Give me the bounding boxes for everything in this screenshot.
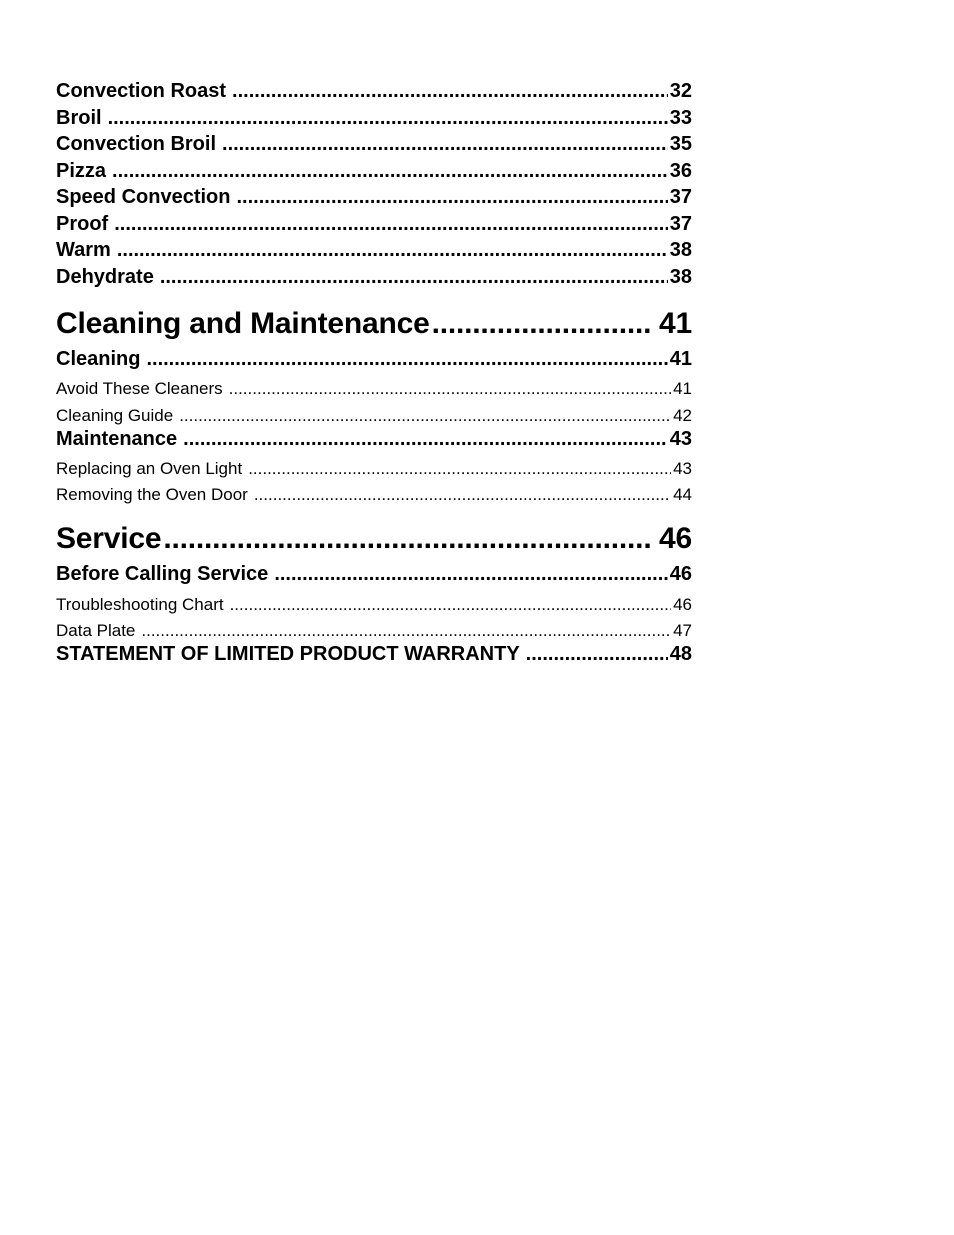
toc-entry-label: Convection Broil <box>56 133 217 155</box>
toc-entry-page: 43 <box>669 428 692 450</box>
toc-entry-page: 41 <box>669 348 692 370</box>
dot-leader <box>254 484 671 506</box>
toc-entry-page: 38 <box>669 266 692 288</box>
toc-entry-label: Convection Roast <box>56 80 227 102</box>
toc-entry-label: Warm <box>56 239 111 261</box>
toc-entry-convection-roast[interactable] <box>56 78 692 104</box>
dot-leader <box>112 158 668 184</box>
toc-entry-page: 46 <box>659 522 692 555</box>
dot-leader <box>114 211 668 237</box>
toc-entry-label: STATEMENT OF LIMITED PRODUCT WARRANTY <box>56 643 520 665</box>
dot-leader <box>222 131 668 157</box>
toc-entry-page: 37 <box>669 213 692 235</box>
toc-entry-page: 46 <box>669 563 692 585</box>
toc-entry-label: Maintenance <box>56 428 178 450</box>
dot-leader <box>146 346 667 372</box>
toc-entry-pizza[interactable] <box>56 158 692 184</box>
toc-entry-page: 43 <box>673 459 692 478</box>
toc-entry-label: Cleaning <box>56 348 141 370</box>
toc-entry-label: Troubleshooting Chart <box>56 595 224 614</box>
toc-entry-convection-broil[interactable] <box>56 131 692 157</box>
dot-leader <box>526 641 668 667</box>
toc-entry-label: Data Plate <box>56 621 136 640</box>
toc-entry-label: Removing the Oven Door <box>56 485 248 504</box>
toc-entry-label: Before Calling Service <box>56 563 269 585</box>
dot-leader <box>236 184 667 210</box>
dot-leader <box>141 620 671 642</box>
toc-entry-label: Service <box>56 522 162 555</box>
toc-entry-avoid-these-cleaners[interactable] <box>56 378 692 400</box>
dot-leader <box>248 458 671 480</box>
toc-entry-removing-the-oven-door[interactable] <box>56 484 692 506</box>
dot-leader <box>229 378 671 400</box>
toc-entry-page: 36 <box>669 160 692 182</box>
toc-entry-replacing-an-oven-light[interactable] <box>56 458 692 480</box>
toc-entry-label: Speed Convection <box>56 186 231 208</box>
toc-entry-label: Proof <box>56 213 109 235</box>
dot-leader <box>163 519 651 559</box>
toc-entry-troubleshooting-chart[interactable] <box>56 594 692 616</box>
dot-leader <box>183 426 668 452</box>
toc-entry-page: 35 <box>669 133 692 155</box>
toc-entry-proof[interactable] <box>56 211 692 237</box>
toc-entry-speed-convection[interactable] <box>56 184 692 210</box>
toc-entry-page: 47 <box>673 621 692 640</box>
toc-chapter-cleaning-and-maintenance[interactable] <box>56 304 692 344</box>
toc-entry-page: 33 <box>669 107 692 129</box>
toc-entry-cleaning[interactable] <box>56 346 692 372</box>
toc-entry-label: Broil <box>56 107 102 129</box>
toc-entry-warm[interactable] <box>56 237 692 263</box>
toc-entry-page: 37 <box>669 186 692 208</box>
dot-leader <box>432 304 651 344</box>
toc-entry-broil[interactable] <box>56 105 692 131</box>
toc-entry-cleaning-guide[interactable] <box>56 405 692 427</box>
toc-entry-label: Replacing an Oven Light <box>56 459 243 478</box>
dot-leader <box>179 405 671 427</box>
dot-leader <box>160 264 668 290</box>
toc-entry-before-calling-service[interactable] <box>56 561 692 587</box>
toc-entry-data-plate[interactable] <box>56 620 692 642</box>
toc-entry-page: 38 <box>669 239 692 261</box>
dot-leader <box>232 78 668 104</box>
toc-entry-page: 46 <box>673 595 692 614</box>
toc-entry-page: 41 <box>659 307 692 340</box>
toc-entry-label: Cleaning and Maintenance <box>56 307 430 340</box>
toc-chapter-service[interactable] <box>56 519 692 559</box>
toc-entry-label: Avoid These Cleaners <box>56 379 223 398</box>
toc-entry-page: 32 <box>669 80 692 102</box>
toc-entry-page: 42 <box>673 406 692 425</box>
toc-entry-label: Cleaning Guide <box>56 406 174 425</box>
toc-entry-maintenance[interactable] <box>56 426 692 452</box>
toc-entry-label: Pizza <box>56 160 107 182</box>
toc-entry-page: 48 <box>669 643 692 665</box>
dot-leader <box>230 594 672 616</box>
toc-entry-label: Dehydrate <box>56 266 154 288</box>
toc-entry-dehydrate[interactable] <box>56 264 692 290</box>
toc-entry-page: 41 <box>673 379 692 398</box>
dot-leader <box>117 237 668 263</box>
dot-leader <box>274 561 667 587</box>
dot-leader <box>108 105 668 131</box>
toc-entry-page: 44 <box>673 485 692 504</box>
toc-entry-statement-of-limited-product-warranty[interactable] <box>56 641 692 667</box>
